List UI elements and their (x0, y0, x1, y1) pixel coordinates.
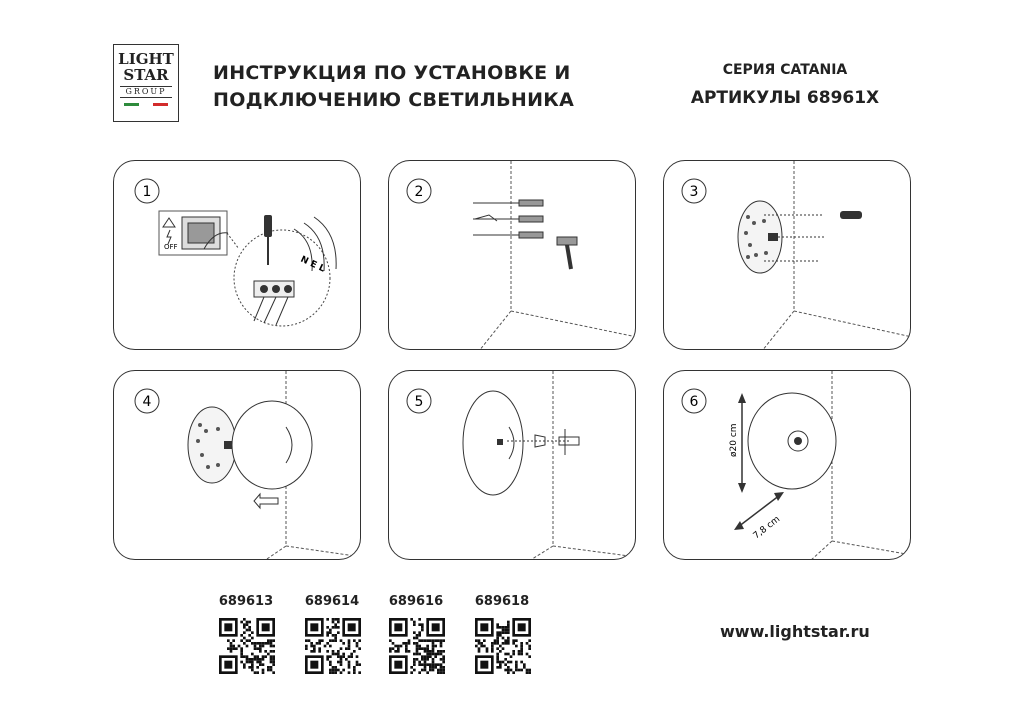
qr-code-icon (389, 618, 445, 674)
step3-illustration (664, 161, 911, 350)
series-label: СЕРИЯ CATANIA (722, 62, 848, 78)
step2-illustration (389, 161, 636, 350)
wire-label: N E L (298, 254, 327, 275)
step-number-3: 3 (689, 184, 699, 200)
depth-label: 7,8 cm (751, 514, 783, 542)
step1-illustration (114, 161, 361, 350)
product-code-1: 689613 (218, 594, 274, 609)
step-number-5: 5 (414, 394, 424, 410)
product-code-4: 689618 (474, 594, 530, 609)
step-panel-1 (113, 160, 361, 350)
document-title (213, 60, 574, 114)
step-panel-3 (663, 160, 911, 350)
product-code-3: 689616 (388, 594, 444, 609)
title-line1: ИНСТРУКЦИЯ ПО УСТАНОВКЕ И (213, 62, 571, 84)
step-number-1: 1 (142, 184, 152, 200)
logo-line3: GROUP (120, 86, 172, 98)
step-number-2: 2 (414, 184, 424, 200)
logo-line2: STAR (123, 66, 169, 84)
qr-code-icon (475, 618, 531, 674)
off-label: OFF (164, 243, 178, 251)
italian-flag-icon (124, 103, 168, 106)
product-code-2: 689614 (304, 594, 360, 609)
step5-illustration (389, 371, 636, 560)
step-panel-5 (388, 370, 636, 560)
step-panel-4 (113, 370, 361, 560)
step-panel-2 (388, 160, 636, 350)
diameter-label: ø20 cm (729, 423, 739, 457)
qr-code-icon (305, 618, 361, 674)
step-number-4: 4 (142, 394, 152, 410)
step-number-6: 6 (689, 394, 699, 410)
step6-illustration (664, 371, 911, 560)
logo-line1: LIGHT (118, 50, 174, 68)
step4-illustration (114, 371, 361, 560)
articles-label: АРТИКУЛЫ 68961X (690, 88, 880, 108)
qr-code-icon (219, 618, 275, 674)
website-link[interactable]: www.lightstar.ru (720, 622, 870, 641)
brand-logo (113, 44, 179, 122)
step-panel-6 (663, 370, 911, 560)
title-line2: ПОДКЛЮЧЕНИЮ СВЕТИЛЬНИКА (213, 89, 575, 111)
